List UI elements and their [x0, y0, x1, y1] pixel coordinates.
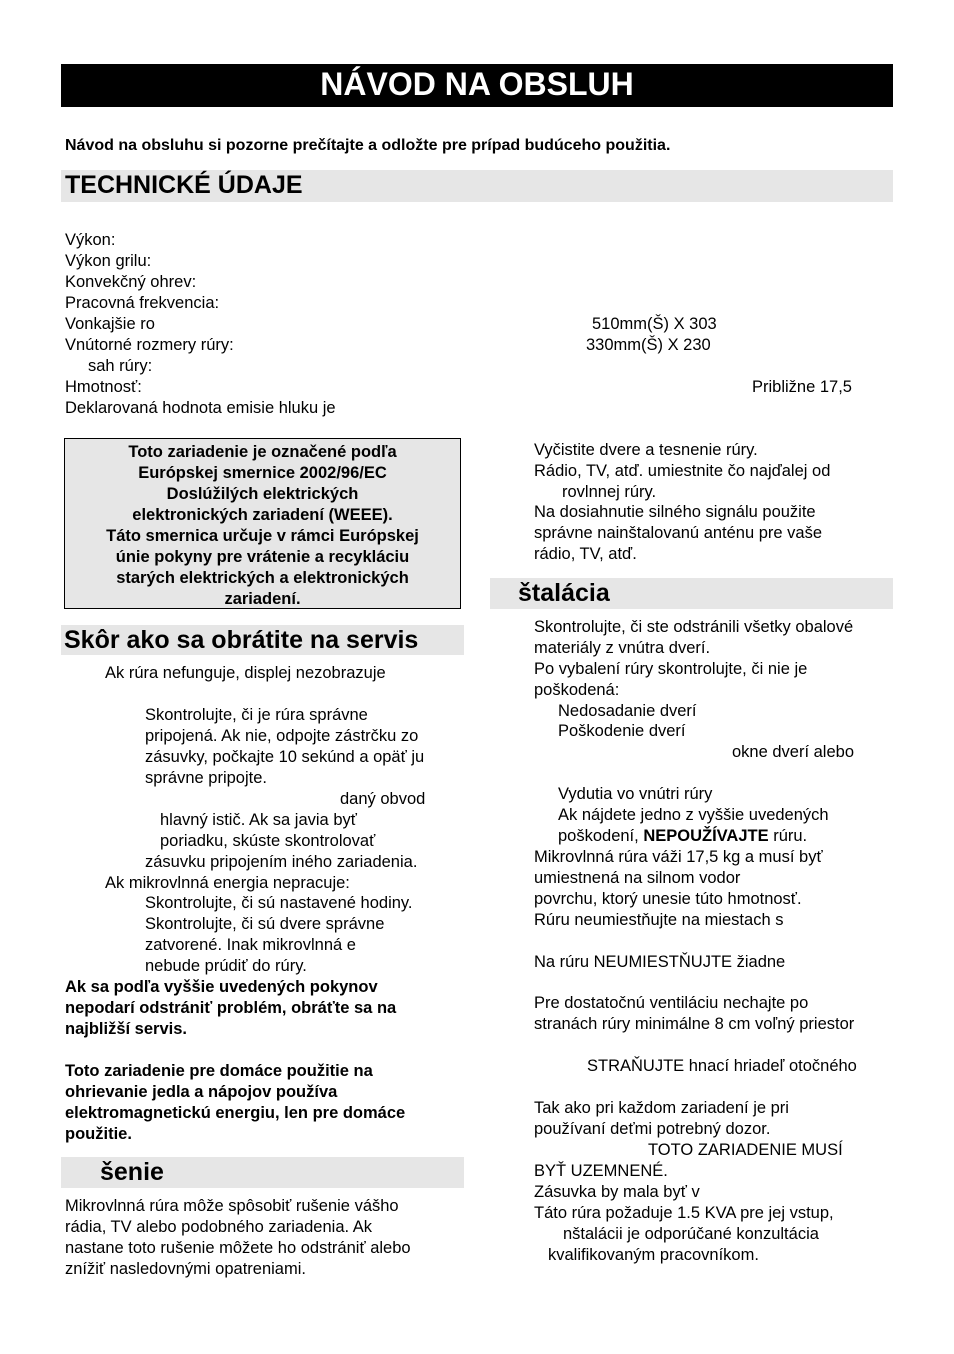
interference-line: Mikrovlnná rúra môže spôsobiť rušenie vášho — [65, 1197, 399, 1215]
measure-line: rádio, TV, atď. — [534, 545, 637, 563]
service-line: daný obvod — [340, 790, 426, 808]
install-line: používaní deťmi potrebný dozor. — [534, 1120, 771, 1138]
weee-line: zariadení. — [224, 590, 301, 608]
interference-heading — [61, 1157, 464, 1188]
service-line: Ak mikrovlnná energia nepracuje: — [105, 874, 350, 892]
interference-heading-label: šenie — [100, 1158, 164, 1186]
install-line: Zásuvka by mala byť v — [534, 1183, 700, 1201]
weee-line: elektronických zariadení (WEEE). — [132, 506, 393, 524]
install-line: STRAŇUJTE hnací hriadeľ otočného — [587, 1057, 857, 1075]
spec-value: 330mm(Š) X 230 — [586, 336, 711, 354]
service-bold-line: nepodarí odstrániť problém, obráťte sa na — [65, 999, 397, 1017]
do-not-use-emphasis: NEPOUŽÍVAJTE — [643, 827, 769, 845]
intro-text: Návod na obsluhu si pozorne prečítajte a odložte pre prípad budúceho použitia. — [65, 137, 671, 154]
spec-label: sah rúry: — [88, 357, 153, 375]
weee-line: Toto zariadenie je označené podľa — [128, 443, 397, 461]
install-line: umiestnená na silnom vodor — [534, 869, 741, 887]
install-line: Tak ako pri každom zariadení je pri — [534, 1099, 789, 1117]
measure-line: správne nainštalovanú anténu pre vaše — [534, 524, 823, 542]
weee-line: únie pokyny pre vrátenie a recykláciu — [115, 548, 410, 566]
tech-heading-label: TECHNICKÉ ÚDAJE — [65, 171, 303, 199]
service-bold-line: najbližší servis. — [65, 1020, 187, 1038]
spec-label: Vonkajšie ro — [65, 315, 155, 333]
install-line: nštalácii je odporúčané konzultácia — [563, 1225, 819, 1243]
interference-line: nastane toto rušenie môžete ho odstrániť alebo — [65, 1239, 411, 1257]
service-line: zatvorené. Inak mikrovlnná e — [145, 936, 356, 954]
install-line: kvalifikovaným pracovníkom. — [548, 1246, 759, 1264]
tech-heading — [61, 170, 893, 202]
service-line: nebude prúdiť do rúry. — [145, 957, 307, 975]
install-line: Pre dostatočnú ventiláciu nechajte po — [534, 994, 809, 1012]
service-line: správne pripojte. — [145, 769, 267, 787]
weee-line: Európskej smernice 2002/96/EC — [138, 464, 387, 482]
install-line: Nedosadanie dverí — [558, 702, 697, 720]
install-heading — [490, 578, 893, 609]
install-line — [558, 826, 807, 847]
install-line: stranách rúry minimálne 8 cm voľný priestor — [534, 1015, 855, 1033]
usage-bold-line: použitie. — [65, 1125, 132, 1143]
service-heading-label: Skôr ako sa obrátite na servis — [64, 626, 419, 654]
service-line: zásuvku pripojením iného zariadenia. — [145, 853, 418, 871]
install-line-part: poškodení, — [558, 827, 644, 845]
install-line: Rúru neumiestňujte na miestach s — [534, 911, 784, 929]
install-line: BYŤ UZEMNENÉ. — [534, 1162, 668, 1180]
weee-line: Doslúžilých elektrických — [166, 485, 359, 503]
install-line: okne dverí alebo — [732, 743, 855, 761]
weee-notice-box — [64, 438, 461, 609]
install-line: Mikrovlnná rúra váži 17,5 kg a musí byť — [534, 848, 823, 866]
interference-line: znížiť nasledovnými opatreniami. — [65, 1260, 306, 1278]
spec-value: 510mm(Š) X 303 — [592, 315, 717, 333]
usage-bold-line: elektromagnetickú energiu, len pre domáce — [65, 1104, 406, 1122]
spec-label: Výkon: — [65, 231, 116, 249]
service-line: poriadku, skúste skontrolovať — [160, 832, 376, 850]
spec-label: Hmotnosť: — [65, 378, 142, 396]
service-line: Skontrolujte, či je rúra správne — [145, 706, 368, 724]
service-heading — [61, 625, 464, 655]
service-line: Skontrolujte, či sú nastavené hodiny. — [145, 894, 413, 912]
measure-line: Na dosiahnutie silného signálu použite — [534, 503, 816, 521]
service-line: hlavný istič. Ak sa javia byť — [160, 811, 357, 829]
install-line: TOTO ZARIADENIE MUSÍ — [648, 1141, 843, 1159]
spec-label: Konvekčný ohrev: — [65, 273, 197, 291]
usage-bold-line: ohrievanie jedla a nápojov používa — [65, 1083, 338, 1101]
weee-line: Táto smernica určuje v rámci Európskej — [106, 527, 419, 545]
install-line: Na rúru NEUMIESTŇUJTE žiadne — [534, 953, 786, 971]
service-bold-line: Ak sa podľa vyššie uvedených pokynov — [65, 978, 378, 996]
install-line: Vydutia vo vnútri rúry — [558, 785, 713, 803]
service-line: Ak rúra nefunguje, displej nezobrazuje — [105, 664, 386, 682]
weee-line: starých elektrických a elektronických — [116, 569, 409, 587]
spec-label: Vnútorné rozmery rúry: — [65, 336, 234, 354]
page-title: NÁVOD NA OBSLUH — [61, 64, 893, 107]
spec-label: Pracovná frekvencia: — [65, 294, 220, 312]
spec-label: Deklarovaná hodnota emisie hluku je — [65, 399, 336, 417]
install-line: poškodená: — [534, 681, 620, 699]
measure-line: rovlnnej rúry. — [562, 483, 657, 501]
install-line: materiály z vnútra dverí. — [534, 639, 711, 657]
spec-label: Výkon grilu: — [65, 252, 152, 270]
service-line: zásuvky, počkajte 10 sekúnd a opäť ju — [145, 748, 425, 766]
service-line: pripojená. Ak nie, odpojte zástrčku zo — [145, 727, 419, 745]
spec-value: Približne 17,5 — [752, 378, 852, 396]
install-line: Po vybalení rúry skontrolujte, či nie je — [534, 660, 808, 678]
install-line: Táto rúra požaduje 1.5 KVA pre jej vstup, — [534, 1204, 834, 1222]
measure-line: Rádio, TV, atď. umiestnite čo najďalej od — [534, 462, 831, 480]
install-line: Skontrolujte, či ste odstránili všetky obalové — [534, 618, 854, 636]
install-line-part: rúru. — [768, 827, 808, 845]
service-line: Skontrolujte, či sú dvere správne — [145, 915, 385, 933]
interference-line: rádia, TV alebo podobného zariadenia. Ak — [65, 1218, 373, 1236]
install-line: Ak nájdete jedno z vyššie uvedených — [558, 806, 829, 824]
usage-bold-line: Toto zariadenie pre domáce použitie na — [65, 1062, 373, 1080]
install-heading-label: štalácia — [518, 579, 610, 607]
install-line: Poškodenie dverí — [558, 722, 686, 740]
measure-line: Vyčistite dvere a tesnenie rúry. — [534, 441, 758, 459]
install-line: povrchu, ktorý unesie túto hmotnosť. — [534, 890, 802, 908]
